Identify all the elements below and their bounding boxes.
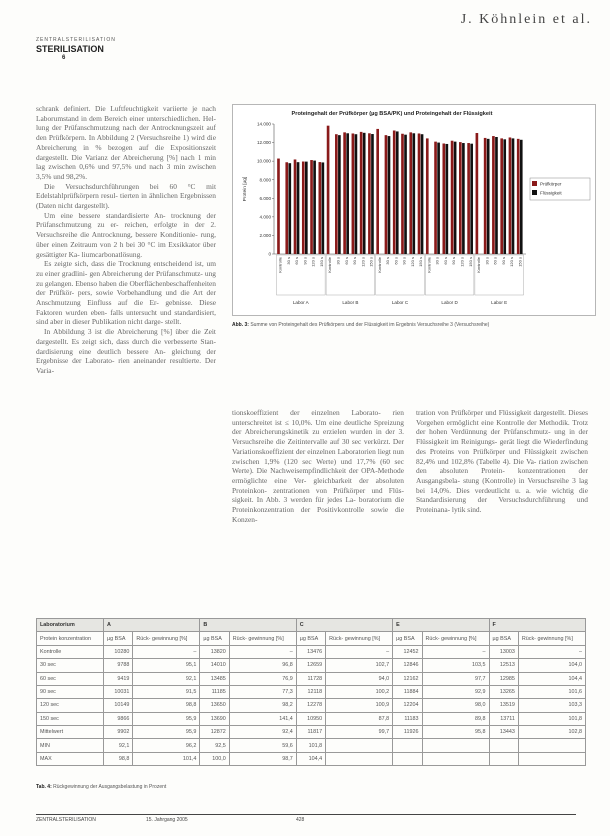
figure-caption-text: Summe von Proteingehalt des Prüfkörpers und der Flüssigkeit im Ergebnis Versuchsreihe 3 (Versuchsreihe) <box>250 322 490 328</box>
table-subheader-cell: µg BSA <box>296 632 325 645</box>
x-tick-label: 120 s <box>310 257 316 267</box>
x-tick-label: 60 s <box>442 257 448 265</box>
table-cell: 14010 <box>200 659 229 672</box>
table-cell <box>489 752 518 765</box>
table-cell <box>518 739 585 752</box>
table-cell <box>326 752 393 765</box>
bar-pruefkoerper <box>509 137 512 254</box>
table-row <box>37 699 586 712</box>
table-cell: 95,1 <box>133 659 200 672</box>
table-row <box>37 645 586 658</box>
table-subheader-cell: µg BSA <box>104 632 133 645</box>
bar-fluessigkeit <box>305 162 308 254</box>
table-cell: 77,3 <box>229 685 296 698</box>
x-tick-label: 30 s <box>385 257 391 265</box>
table-subheader-cell: Protein konzentration <box>37 632 104 645</box>
footer-journal: ZENTRALSTERILISATION <box>36 817 96 823</box>
group-label: Labor D <box>441 300 458 305</box>
y-tick-label: 4.000 <box>259 214 271 220</box>
table-cell: 13711 <box>489 712 518 725</box>
x-tick-label: 90 s <box>352 257 358 265</box>
bar-fluessigkeit <box>412 133 415 254</box>
table-cell: 150 sec <box>37 712 104 725</box>
table-cell: 101,8 <box>296 739 325 752</box>
bar-fluessigkeit <box>512 138 515 254</box>
table-cell: 102,7 <box>326 659 393 672</box>
bar-pruefkoerper <box>393 131 396 255</box>
x-tick-label: 30 s <box>484 257 490 265</box>
table-cell: 9866 <box>104 712 133 725</box>
table-cell <box>422 739 489 752</box>
left-column-text <box>36 104 216 376</box>
table-cell <box>393 739 422 752</box>
table-cell: 59,6 <box>229 739 296 752</box>
bar-fluessigkeit <box>297 162 300 254</box>
journal-logo <box>36 36 116 63</box>
table-cell: 11817 <box>296 726 325 739</box>
table-cell: 99,7 <box>326 726 393 739</box>
x-tick-label: 150 s <box>467 257 473 267</box>
bar-pruefkoerper <box>517 139 520 254</box>
group-label: Labor A <box>292 300 309 305</box>
table-header-cell: C <box>296 619 392 632</box>
table-cell: 141,4 <box>229 712 296 725</box>
table-cell: 12659 <box>296 659 325 672</box>
table-cell: 10280 <box>104 645 133 658</box>
bar-fluessigkeit <box>288 163 291 254</box>
table-cell: 100,0 <box>200 752 229 765</box>
table-subheader-cell: Rück- gewinnung [%] <box>518 632 585 645</box>
table-cell: 103,5 <box>422 659 489 672</box>
x-tick-label: Kontrolle <box>277 257 283 273</box>
x-tick-label: 120 s <box>360 257 366 267</box>
bar-fluessigkeit <box>388 136 391 254</box>
bar-pruefkoerper <box>426 138 429 254</box>
table-cell: 11884 <box>393 685 422 698</box>
bar-fluessigkeit <box>437 143 440 254</box>
table-cell: Kontrolle <box>37 645 104 658</box>
table-cell: MIN <box>37 739 104 752</box>
table-cell: – <box>133 645 200 658</box>
table-cell: 9419 <box>104 672 133 685</box>
table-cell: 13265 <box>489 685 518 698</box>
paragraph: tration von Prüfkörper und Flüssigkeit dargestellt. Dieses Vorgehen ermöglicht eine Kontrolle der Methodik. Trotz der hohen Verdünnung der Prüfanschmutz- ung in der Flüssigkeit im Reinigungs- gerät liegt die Wiederfindung des Proteins von Prüfkörper und Flüssigkeit zwischen 82,4% und 102,8% (Tabelle 4). Die Va- riation zwischen den absoluten Protein- konzentrationen der Ausgangsbela- stung (Kontrolle) in Versuchsreihe 3 lag bei 14,0%. Dies verdeutlicht u. a. wie wichtig die Standardisierung der Versuchsdurchführung und Proteinana- lytik sind. <box>416 408 588 515</box>
bar-fluessigkeit <box>462 143 465 254</box>
bar-pruefkoerper <box>467 143 470 254</box>
bar-pruefkoerper <box>492 136 495 254</box>
table-cell: 101,4 <box>133 752 200 765</box>
bar-pruefkoerper <box>352 133 355 254</box>
table-cell: 98,8 <box>104 752 133 765</box>
table-row <box>37 739 586 752</box>
table-subheader-cell: µg BSA <box>489 632 518 645</box>
table-cell: 13476 <box>296 645 325 658</box>
bar-pruefkoerper <box>500 138 503 254</box>
table-cell <box>326 739 393 752</box>
table-header-cell: A <box>104 619 200 632</box>
y-tick-label: 2.000 <box>259 233 271 239</box>
y-tick-label: 10.000 <box>256 158 271 164</box>
bar-fluessigkeit <box>313 161 316 254</box>
bar-fluessigkeit <box>404 135 407 254</box>
table-cell: 13650 <box>200 699 229 712</box>
table-cell: 104,4 <box>296 752 325 765</box>
table-cell: – <box>422 645 489 658</box>
author-header: J. Köhnlein et al. <box>460 12 592 27</box>
table-subheader-cell: µg BSA <box>200 632 229 645</box>
x-tick-label: Kontrolle <box>376 257 382 273</box>
paragraph: Es zeigte sich, dass die Trocknung entscheidend ist, um zu einer gradlini- gen Abreicherung der Prüfanschmutz- ung zu gelangen. Ebenso haben die Oberflächenbeschaffenheiten der Prüfkör- pers, sowie Vorbehandlung und die Art der Anschmutzung Einfluss auf die Er- gebnisse. Diese Faktoren wurden eben- falls untersucht und standardisiert, sind aber in dieser Publikation nicht darge- stellt. <box>36 259 216 327</box>
x-tick-label: 120 s <box>409 257 415 267</box>
table-cell: 91,5 <box>133 685 200 698</box>
bar-fluessigkeit <box>503 139 506 254</box>
bar-pruefkoerper <box>360 132 363 254</box>
x-tick-label: Kontrolle <box>327 257 333 273</box>
table-cell: 96,2 <box>133 739 200 752</box>
x-tick-label: 60 s <box>294 257 300 265</box>
table-subheader-cell: Rück- gewinnung [%] <box>326 632 393 645</box>
x-tick-label: 90 s <box>302 257 308 265</box>
table-cell: 12204 <box>393 699 422 712</box>
table-cell: 13519 <box>489 699 518 712</box>
bar-pruefkoerper <box>409 132 412 254</box>
bar-pruefkoerper <box>277 159 280 254</box>
bar-pruefkoerper <box>343 132 346 254</box>
page-footer <box>36 814 576 823</box>
table-caption-text: Rückgewinnung der Ausgangsbelastung in Prozent <box>53 784 167 790</box>
protein-bar-chart <box>232 104 596 316</box>
table-cell: 11183 <box>393 712 422 725</box>
bar-fluessigkeit <box>495 137 498 254</box>
y-tick-label: 12.000 <box>256 140 271 146</box>
table-cell: 92,4 <box>229 726 296 739</box>
bar-pruefkoerper <box>434 142 437 254</box>
x-tick-label: 120 s <box>509 257 515 267</box>
table-cell: 96,8 <box>229 659 296 672</box>
table-cell: 104,4 <box>518 672 585 685</box>
table-cell: 92,1 <box>104 739 133 752</box>
table-cell: 60 sec <box>37 672 104 685</box>
legend-label: Flüssigkeit <box>540 190 562 196</box>
table-cell: 103,3 <box>518 699 585 712</box>
x-tick-label: 150 s <box>318 257 324 267</box>
bar-fluessigkeit <box>338 135 341 254</box>
table-cell: 11728 <box>296 672 325 685</box>
x-tick-label: 150 s <box>418 257 424 267</box>
table-caption-label: Tab. 4: <box>36 784 52 790</box>
table-header-cell: Laboratorium <box>37 619 104 632</box>
bar-pruefkoerper <box>335 134 338 254</box>
x-tick-label: 90 s <box>500 257 506 265</box>
table-cell: 95,9 <box>133 726 200 739</box>
y-tick-label: 6.000 <box>259 195 271 201</box>
table-cell: 12846 <box>393 659 422 672</box>
bar-fluessigkeit <box>454 142 457 254</box>
table-cell: 97,7 <box>422 672 489 685</box>
x-tick-label: 60 s <box>492 257 498 265</box>
table-group-header-row <box>37 619 586 632</box>
table-cell: 10031 <box>104 685 133 698</box>
bar-pruefkoerper <box>302 162 305 254</box>
paragraph: tionskoeffizient der einzelnen Laborato- rien unterschreitet ist ≤ 10,0%. Um eine deutliche Spreizung der Abreicherungskinetik zu erzielen wurden in der 3. Versuchsreihe die Zeitintervalle auf 30 sec verkürzt. Der Variationskoeffizient der einzelnen Laboratorien liegt nun zwischen 1,9% (120 sec Werte) und 17,7% (60 sec Werte). Die Nachweisempfindlichkeit der OPA-Methode ermöglichte eine Ver- gleichbarkeit der absoluten Proteinkon- zentrationen von Prüfkörper und Flüs- sigkeit. In Abb. 3 werden für jedes La- boratorium die Proteinkonzentration der Positivkontrolle sowie die Konzen- <box>232 408 404 524</box>
page-number: 428 <box>296 817 305 823</box>
bar-pruefkoerper <box>368 133 371 254</box>
bar-pruefkoerper <box>318 162 321 254</box>
journal-number: 6 <box>62 55 66 61</box>
recovery-table <box>36 618 586 766</box>
table-cell: 87,8 <box>326 712 393 725</box>
table-subheader-cell: µg BSA <box>393 632 422 645</box>
table-header-cell: F <box>489 619 585 632</box>
bar-pruefkoerper <box>418 133 421 254</box>
table-cell: 104,0 <box>518 659 585 672</box>
bar-fluessigkeit <box>487 139 490 254</box>
table-cell: 9788 <box>104 659 133 672</box>
bar-fluessigkeit <box>396 131 399 254</box>
table-cell: 10950 <box>296 712 325 725</box>
paragraph: schrank definiert. Die Luftfeuchtigkeit variierte je nach Laborumstand in dem Bereich einer unterschiedlichen. Hel- lung der Prüfanschmutzung nach der Antrocknungszeit auf den Prüfkörpern. In Abbildung 2 (Versuchsreihe 1) wird die Abreicherung in % bezogen auf die Expositionszeit dargestellt. Die Varianz der Abreicherung [%] nach 1 min lag zwischen 0,6% und 97,5% und nach 3 min zwischen 3,5% und 98,2%. <box>36 104 216 181</box>
table-cell: 76,9 <box>229 672 296 685</box>
bar-fluessigkeit <box>355 134 358 254</box>
journal-name: STERILISATION <box>36 44 104 54</box>
paragraph: Die Versuchsdurchführungen bei 60 °C mit Edelstahlprüfkörpern resul- tierten in ähnlichen Ergebnissen (Daten nicht dargestellt). <box>36 181 216 211</box>
y-tick-label: 0 <box>268 251 271 257</box>
x-tick-label: 120 s <box>459 257 465 267</box>
table-cell: – <box>229 645 296 658</box>
bar-pruefkoerper <box>310 160 313 254</box>
bar-pruefkoerper <box>376 129 379 254</box>
table-cell: 12513 <box>489 659 518 672</box>
bar-pruefkoerper <box>442 144 445 255</box>
table-subheader-cell: Rück- gewinnung [%] <box>133 632 200 645</box>
table-cell <box>518 752 585 765</box>
table-cell <box>489 739 518 752</box>
bar-pruefkoerper <box>285 162 288 254</box>
table-cell: 120 sec <box>37 699 104 712</box>
table-header-cell: E <box>393 619 489 632</box>
x-tick-label: 90 s <box>451 257 457 265</box>
table-subheader-row <box>37 632 586 645</box>
figure-caption <box>232 322 596 328</box>
right-column-text <box>416 408 588 515</box>
table-row <box>37 726 586 739</box>
table-cell: 12162 <box>393 672 422 685</box>
bar-fluessigkeit <box>470 144 473 254</box>
bar-pruefkoerper <box>401 134 404 254</box>
x-tick-label: 60 s <box>343 257 349 265</box>
table-cell <box>422 752 489 765</box>
table-row <box>37 752 586 765</box>
table-cell: 98,8 <box>133 699 200 712</box>
recovery-table-container <box>36 618 586 766</box>
bar-fluessigkeit <box>421 134 424 254</box>
table-cell: 13820 <box>200 645 229 658</box>
table-cell: 12118 <box>296 685 325 698</box>
table-cell: 11185 <box>200 685 229 698</box>
journal-top: ZENTRALSTERILISATION <box>36 37 116 43</box>
table-caption <box>36 784 166 790</box>
legend-swatch <box>532 190 537 195</box>
table-cell: MAX <box>37 752 104 765</box>
y-axis-label: Protein [µg] <box>243 176 248 202</box>
table-cell: 13485 <box>200 672 229 685</box>
table-row <box>37 712 586 725</box>
bar-fluessigkeit <box>363 133 366 254</box>
legend-label: Prüfkörper <box>540 181 562 187</box>
paragraph: In Abbildung 3 ist die Abreicherung [%] über die Zeit dargestellt. Es zeigt sich, dass durch die verbesserte Stan- dardisierung eine deutlich bessere An- gleichung der Ergebnisse der Laborato- rien aneinander resultierte. Der Varia- <box>36 327 216 375</box>
group-label: Labor E <box>491 300 508 305</box>
x-tick-label: Kontrolle <box>476 257 482 273</box>
table-cell: 94,0 <box>326 672 393 685</box>
table-cell: 90 sec <box>37 685 104 698</box>
table-row <box>37 685 586 698</box>
bar-fluessigkeit <box>446 144 449 254</box>
bar-fluessigkeit <box>322 162 325 254</box>
x-tick-label: Kontrolle <box>426 257 432 273</box>
bar-fluessigkeit <box>371 134 374 254</box>
footer-volume: 15. Jahrgang 2005 <box>146 817 188 823</box>
bar-pruefkoerper <box>459 142 462 254</box>
bar-fluessigkeit <box>520 140 523 254</box>
x-tick-label: 150 s <box>517 257 523 267</box>
table-cell: 98,7 <box>229 752 296 765</box>
x-tick-label: 30 s <box>285 257 291 265</box>
x-tick-label: 30 s <box>434 257 440 265</box>
table-cell: 95,9 <box>133 712 200 725</box>
x-tick-label: 60 s <box>393 257 399 265</box>
table-cell: – <box>518 645 585 658</box>
table-row <box>37 659 586 672</box>
table-cell: 92,5 <box>200 739 229 752</box>
paragraph: Um eine bessere standardisierte An- trocknung der Prüfanschmutzung zu er- reichen, erfolgte in der 2. Versuchsreihe die Antrocknung, bessere Konditionie- rung, über einen Zeitraum von 2 h bei 30 °C im Exsikkator über gesättigter Ka- liumcarbonatlösung. <box>36 210 216 259</box>
bar-pruefkoerper <box>294 159 297 254</box>
table-cell: 12872 <box>200 726 229 739</box>
table-cell: 101,8 <box>518 712 585 725</box>
y-tick-label: 8.000 <box>259 177 271 183</box>
bar-pruefkoerper <box>484 138 487 254</box>
table-cell: 13003 <box>489 645 518 658</box>
table-subheader-cell: Rück- gewinnung [%] <box>229 632 296 645</box>
bar-pruefkoerper <box>385 135 388 254</box>
table-cell <box>393 752 422 765</box>
table-cell: 12452 <box>393 645 422 658</box>
table-cell: 13443 <box>489 726 518 739</box>
table-cell: 13690 <box>200 712 229 725</box>
table-cell: 10149 <box>104 699 133 712</box>
figure-caption-label: Abb. 3: <box>232 322 249 328</box>
bar-pruefkoerper <box>327 126 330 254</box>
table-cell: 11926 <box>393 726 422 739</box>
table-cell: 98,0 <box>422 699 489 712</box>
table-cell: 100,2 <box>326 685 393 698</box>
table-cell: 95,8 <box>422 726 489 739</box>
table-cell: 30 sec <box>37 659 104 672</box>
y-tick-label: 14.000 <box>256 121 271 127</box>
group-label: Labor C <box>391 300 409 305</box>
x-tick-label: 30 s <box>335 257 341 265</box>
bar-fluessigkeit <box>346 133 349 254</box>
chart-title: Proteingehalt der Prüfkörper (µg BSA/PK) und Proteingehalt der Flüssigkeit <box>291 111 493 117</box>
table-cell: 89,8 <box>422 712 489 725</box>
table-cell: 9902 <box>104 726 133 739</box>
table-cell: 92,9 <box>422 685 489 698</box>
table-subheader-cell: Rück- gewinnung [%] <box>422 632 489 645</box>
bar-pruefkoerper <box>476 133 479 254</box>
table-cell: 100,9 <box>326 699 393 712</box>
x-tick-label: 150 s <box>368 257 374 267</box>
middle-column-text <box>232 408 404 524</box>
table-row <box>37 672 586 685</box>
table-header-cell: B <box>200 619 296 632</box>
table-cell: Mittelwert <box>37 726 104 739</box>
table-cell: 12278 <box>296 699 325 712</box>
table-cell: – <box>326 645 393 658</box>
table-cell: 102,8 <box>518 726 585 739</box>
table-cell: 92,1 <box>133 672 200 685</box>
table-cell: 12985 <box>489 672 518 685</box>
table-cell: 101,6 <box>518 685 585 698</box>
x-tick-label: 90 s <box>401 257 407 265</box>
table-cell: 98,2 <box>229 699 296 712</box>
group-label: Labor B <box>342 300 359 305</box>
legend-swatch <box>532 181 537 186</box>
bar-pruefkoerper <box>451 141 454 254</box>
